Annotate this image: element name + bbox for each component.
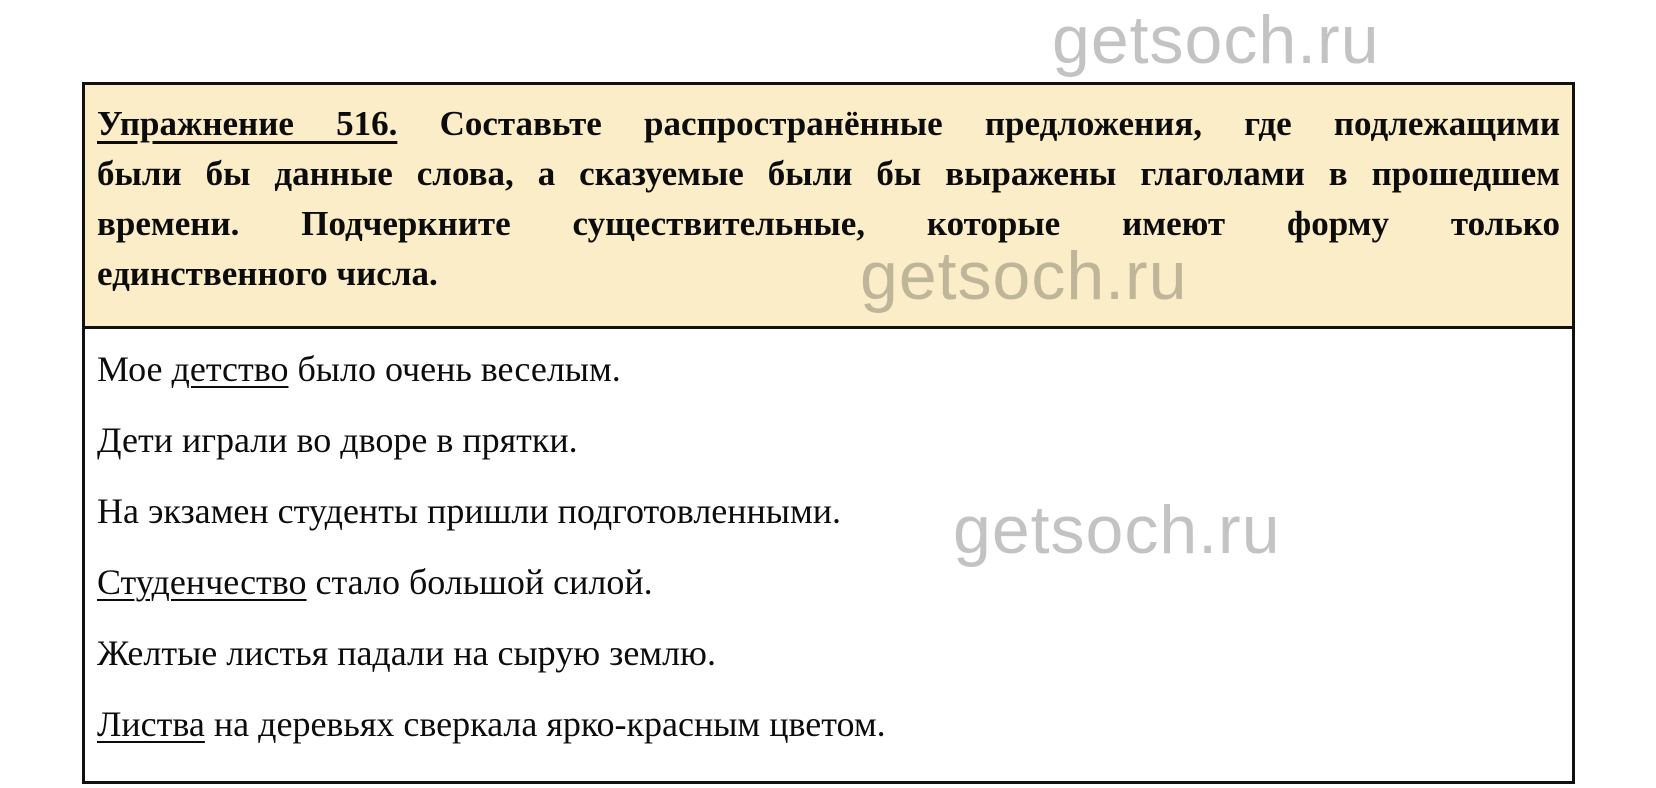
exercise-instruction-box <box>82 82 1575 329</box>
exercise-instruction-line-2: были бы данные слова, а сказуемые были бы выражены глаголами в прошедшем <box>97 154 1560 193</box>
answer-sentence-6 <box>97 706 1560 743</box>
sentence-text: на деревьях сверкала ярко-красным цветом. <box>204 704 886 744</box>
watermark-top: getsoch.ru <box>1052 2 1380 78</box>
exercise-instruction-line-1 <box>97 99 1560 149</box>
answer-sentence-5 <box>97 635 1560 672</box>
sentence-text: было очень веселым. <box>288 349 621 389</box>
exercise-instruction-text: Составьте распространённые предложения, где подлежащими <box>397 104 1560 143</box>
watermark-header: getsoch.ru <box>860 238 1188 314</box>
watermark-body: getsoch.ru <box>953 492 1281 568</box>
sentence-text: На экзамен студенты пришли подготовленными. <box>97 491 842 531</box>
sentence-text: Мое <box>97 349 172 389</box>
sentence-text: Дети играли во дворе в прятки. <box>97 420 578 460</box>
answers-box <box>82 329 1575 784</box>
sentence-text: Желтые листья падали на сырую землю. <box>97 633 716 673</box>
exercise-number-label: Упражнение 516. <box>97 104 398 143</box>
underlined-word: детство <box>171 349 289 389</box>
answer-sentence-1 <box>97 351 1560 388</box>
exercise-instruction-line-3: времени. Подчеркните существительные, которые имеют форму только <box>97 204 1560 243</box>
sentence-text: стало большой силой. <box>306 562 653 602</box>
underlined-word: Студенчество <box>97 562 307 602</box>
answer-sentence-3 <box>97 493 1560 530</box>
answer-sentence-4 <box>97 564 1560 601</box>
answer-sentence-2 <box>97 422 1560 459</box>
exercise-instruction-line-4: единственного числа. <box>97 254 438 293</box>
underlined-word: Листва <box>97 704 205 744</box>
